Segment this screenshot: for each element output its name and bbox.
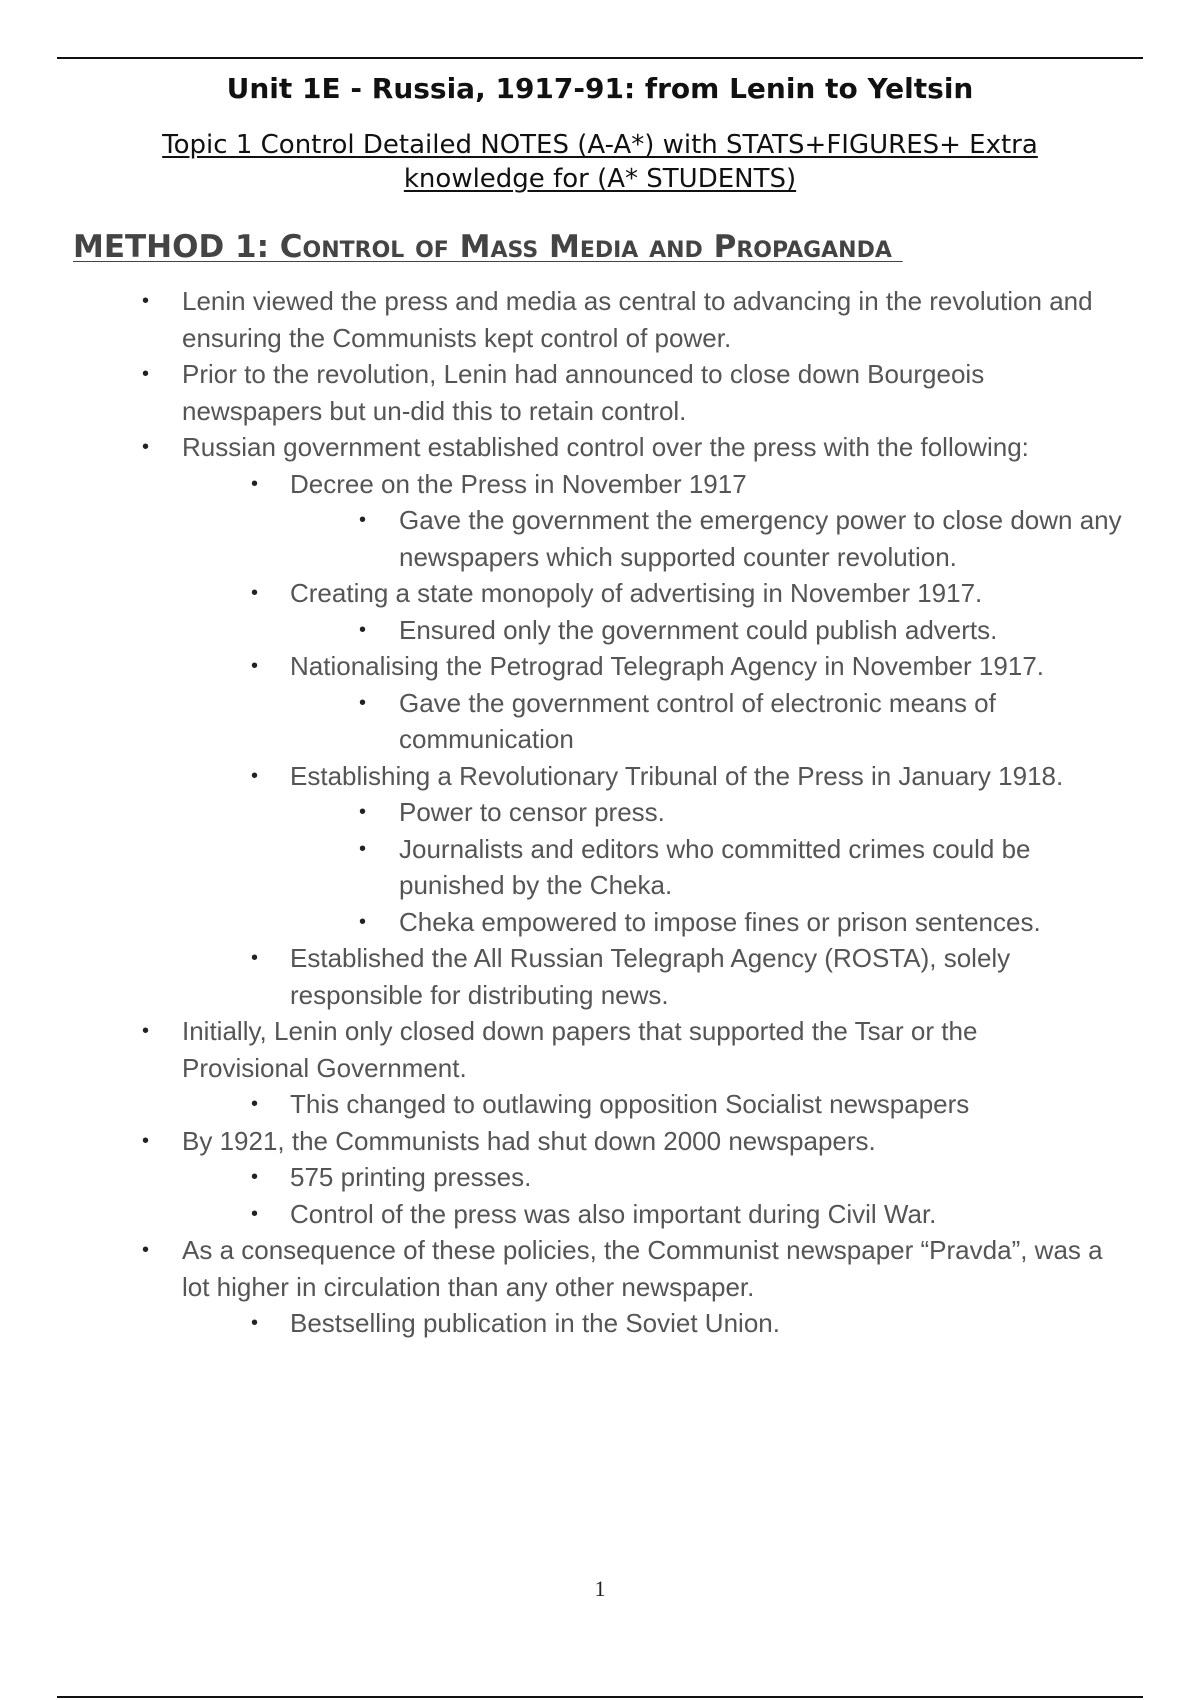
bullet-icon: •: [359, 837, 367, 860]
bullet-icon: •: [359, 691, 367, 714]
note-text: Prior to the revolution, Lenin had announced to close down Bourgeois newspapers but un-did this to retain control.: [182, 359, 985, 426]
note-text: Bestselling publication in the Soviet Union.: [290, 1308, 780, 1338]
bullet-icon: •: [359, 801, 367, 823]
note-item-level-2: [0, 1159, 1110, 1196]
note-text: Lenin viewed the press and media as central to advancing in the revolution and ensuring the Communists kept control of power.: [182, 286, 1093, 353]
bullet-icon: •: [142, 1020, 150, 1042]
note-text: As a consequence of these policies, the Communist newspaper “Pravda”, was a lot higher in circulation than any other newspaper.: [182, 1235, 1103, 1302]
bullet-icon: •: [251, 1166, 259, 1188]
note-text: This changed to outlawing opposition Socialist newspapers: [290, 1089, 970, 1119]
page-number: 1: [594, 1576, 606, 1601]
note-item-level-2: [0, 575, 1110, 612]
note-item-level-2: [0, 1196, 1110, 1233]
note-text: Cheka empowered to impose fines or prison sentences.: [399, 906, 1041, 937]
note-text: Control of the press was also important during Civil War.: [290, 1198, 937, 1229]
note-text: Power to censor press.: [399, 797, 665, 827]
note-item-level-3: [0, 831, 1140, 904]
note-text: Nationalising the Petrograd Telegraph Agency in November 1917.: [290, 651, 1044, 681]
bullet-icon: •: [251, 655, 259, 677]
note-item-level-1: [0, 1123, 1110, 1160]
note-text: Creating a state monopoly of advertising in November 1917.: [290, 578, 983, 608]
note-item-level-3: [0, 685, 1140, 758]
note-item-level-1: [0, 1013, 1110, 1086]
note-text: 575 printing presses.: [290, 1162, 532, 1192]
note-text: Gave the government the emergency power to close down any newspapers which supported counter revolution.: [399, 505, 1122, 572]
bullet-icon: •: [142, 1239, 150, 1261]
note-text: Gave the government control of electronic means of communication: [399, 687, 996, 754]
bullet-icon: •: [142, 1129, 150, 1152]
notes-list: [0, 283, 1200, 1342]
note-text: Establishing a Revolutionary Tribunal of the Press in January 1918.: [290, 760, 1064, 791]
note-item-level-2: [0, 758, 1110, 795]
note-item-level-1: [0, 356, 1110, 429]
note-text: Journalists and editors who committed crimes could be punished by the Cheka.: [399, 833, 1031, 900]
bullet-icon: •: [359, 910, 367, 933]
bullet-icon: •: [359, 509, 367, 531]
note-item-level-3: [0, 612, 1140, 649]
bullet-icon: •: [251, 472, 259, 495]
note-text: Russian government established control over the press with the following:: [182, 432, 1029, 462]
bullet-icon: •: [359, 618, 367, 641]
note-text: By 1921, the Communists had shut down 2000 newspapers.: [182, 1125, 876, 1156]
bullet-icon: •: [142, 436, 150, 458]
document-subtitle: Topic 1 Control Detailed NOTES (A-A*) with STATS+FIGURES+ Extra knowledge for (A* STUDENTS): [162, 130, 1038, 194]
note-item-level-1: [0, 429, 1110, 466]
bullet-icon: •: [251, 582, 259, 604]
bullet-icon: •: [142, 290, 150, 312]
bullet-icon: •: [251, 1312, 259, 1334]
bullet-icon: •: [251, 1093, 259, 1115]
note-item-level-1: [0, 1232, 1110, 1305]
note-item-level-2: [0, 1305, 1110, 1342]
note-item-level-2: [0, 648, 1110, 685]
note-item-level-1: [0, 283, 1110, 356]
note-item-level-3: [0, 904, 1140, 941]
note-item-level-3: [0, 794, 1140, 831]
document-title: Unit 1E - Russia, 1917-91: from Lenin to Yeltsin: [226, 72, 974, 105]
bullet-icon: •: [251, 1202, 259, 1225]
note-item-level-2: [0, 940, 1110, 1013]
bullet-icon: •: [142, 363, 150, 385]
section-heading: METHOD 1: Control of Mass Media and Propaganda: [73, 229, 903, 265]
top-rule: [57, 57, 1143, 59]
note-item-level-3: [0, 502, 1140, 575]
note-text: Ensured only the government could publish adverts.: [399, 614, 998, 645]
note-item-level-2: [0, 466, 1110, 503]
bullet-icon: •: [251, 947, 259, 969]
bullet-icon: •: [251, 764, 259, 787]
note-text: Established the All Russian Telegraph Agency (ROSTA), solely responsible for distributing news.: [290, 943, 1011, 1010]
note-item-level-2: [0, 1086, 1110, 1123]
note-text: Initially, Lenin only closed down papers that supported the Tsar or the Provisional Government.: [182, 1016, 978, 1083]
note-text: Decree on the Press in November 1917: [290, 468, 747, 499]
bottom-rule: [57, 1696, 1143, 1698]
